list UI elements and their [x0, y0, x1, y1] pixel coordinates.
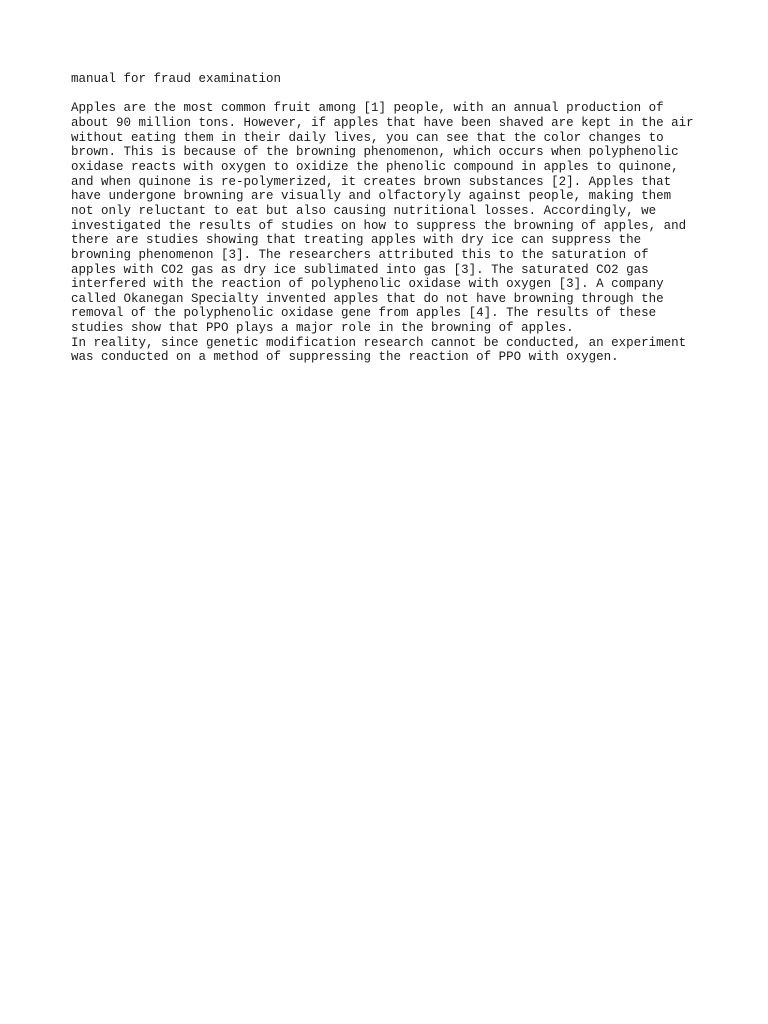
- text-line: called Okanegan Specialty invented apples that do not have browning through the: [71, 291, 664, 306]
- text-line: there are studies showing that treating apples with dry ice can suppress the: [71, 233, 642, 248]
- text-line: brown. This is because of the browning phenomenon, which occurs when polyphenolic: [71, 145, 679, 160]
- text-line: interfered with the reaction of polyphenolic oxidase with oxygen [3]. A company: [71, 277, 664, 292]
- text-line: Apples are the most common fruit among [1] people, with an annual production of: [71, 101, 664, 116]
- text-line: have undergone browning are visually and olfactoryly against people, making them: [71, 189, 672, 204]
- text-line: oxidase reacts with oxygen to oxidize the phenolic compound in apples to quinone,: [71, 159, 679, 174]
- text-line: about 90 million tons. However, if apples that have been shaved are kept in the air: [71, 115, 694, 130]
- text-line: not only reluctant to eat but also causing nutritional losses. Accordingly, we: [71, 203, 657, 218]
- text-line: In reality, since genetic modification research cannot be conducted, an experiment: [71, 335, 687, 350]
- paragraph-intro: [71, 101, 711, 336]
- text-line: investigated the results of studies on how to suppress the browning of apples, and: [71, 218, 687, 233]
- document-title: manual for fraud examination: [71, 72, 282, 86]
- document-page: [71, 72, 711, 365]
- text-line: removal of the polyphenolic oxidase gene from apples [4]. The results of these: [71, 306, 657, 321]
- text-line: was conducted on a method of suppressing the reaction of PPO with oxygen.: [71, 350, 619, 365]
- text-line: studies show that PPO plays a major role in the browning of apples.: [71, 321, 574, 336]
- text-line: without eating them in their daily lives, you can see that the color changes to: [71, 130, 664, 145]
- text-line: browning phenomenon [3]. The researchers attributed this to the saturation of: [71, 247, 649, 262]
- paragraph-method: [71, 336, 711, 365]
- text-line: apples with CO2 gas as dry ice sublimated into gas [3]. The saturated CO2 gas: [71, 262, 649, 277]
- text-line: and when quinone is re-polymerized, it creates brown substances [2]. Apples that: [71, 174, 672, 189]
